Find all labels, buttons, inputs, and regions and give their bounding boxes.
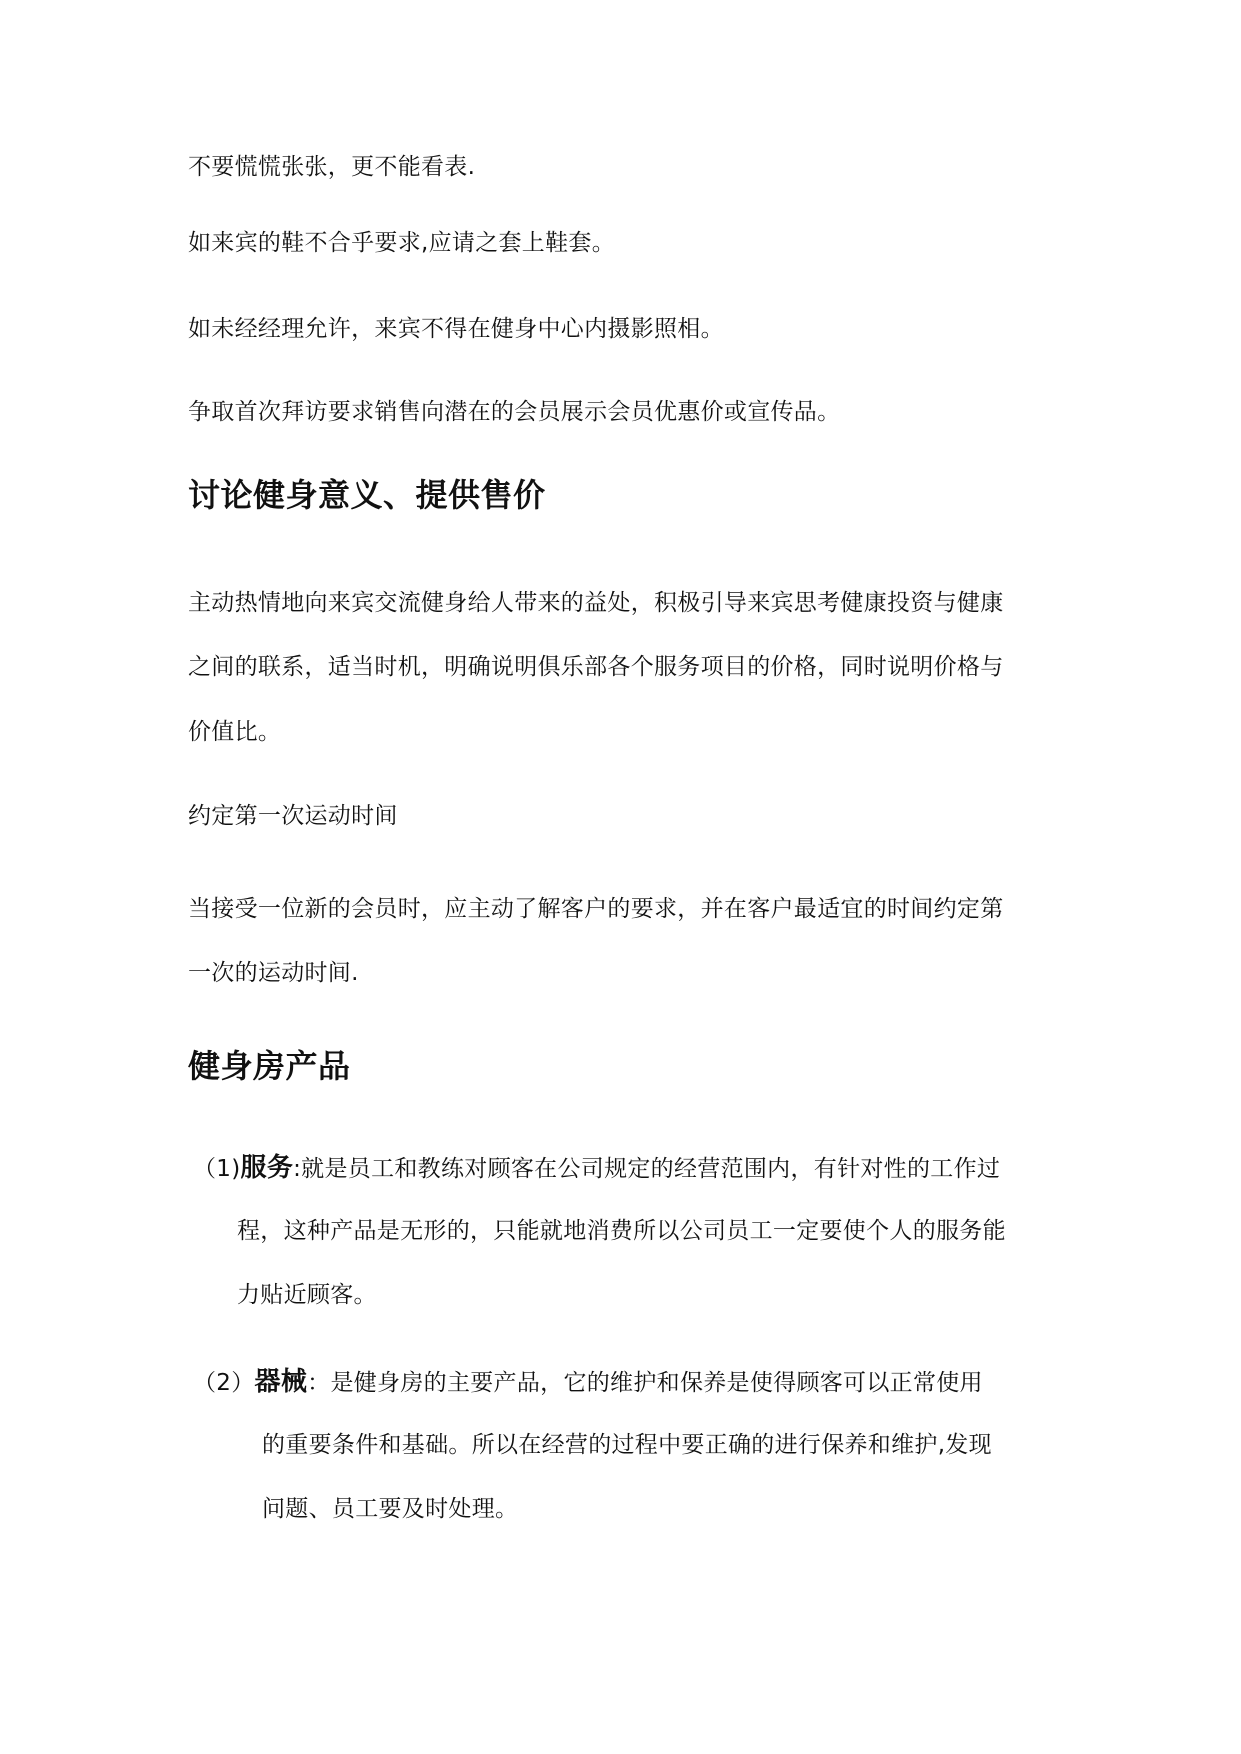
paragraph: 如未经经理允许，来宾不得在健身中心内摄影照相。 — [188, 316, 724, 342]
list-item-marker: （1) — [193, 1156, 241, 1182]
list-item-term: 服务 — [240, 1153, 294, 1183]
list-item-first-line — [193, 1366, 983, 1399]
list-item-line: 力贴近顾客。 — [237, 1282, 377, 1308]
list-item-marker: （2） — [193, 1370, 255, 1396]
list-item-first-line — [193, 1152, 1000, 1185]
section-heading: 讨论健身意义、提供售价 — [188, 476, 546, 514]
paragraph: 争取首次拜访要求销售向潜在的会员展示会员优惠价或宣传品。 — [188, 399, 841, 425]
paragraph-line: 一次的运动时间. — [188, 960, 359, 986]
list-item-line: 程，这种产品是无形的，只能就地消费所以公司员工一定要使个人的服务能 — [237, 1218, 1006, 1244]
list-item-line: 的重要条件和基础。所以在经营的过程中要正确的进行保养和维护,发现 — [262, 1432, 992, 1458]
paragraph-line: 主动热情地向来宾交流健身给人带来的益处，积极引导来宾思考健康投资与健康 — [188, 590, 1004, 616]
paragraph-line: 价值比。 — [188, 719, 282, 745]
paragraph-line: 之间的联系，适当时机，明确说明俱乐部各个服务项目的价格，同时说明价格与 — [188, 654, 1004, 680]
paragraph: 不要慌慌张张，更不能看表. — [188, 154, 476, 180]
list-item-term: 器械 — [254, 1367, 308, 1397]
paragraph: 如来宾的鞋不合乎要求,应请之套上鞋套。 — [188, 230, 616, 256]
list-item-line: 问题、员工要及时处理。 — [262, 1496, 519, 1522]
paragraph-line: 当接受一位新的会员时，应主动了解客户的要求，并在客户最适宜的时间约定第 — [188, 896, 1004, 922]
list-item-text: :就是员工和教练对顾客在公司规定的经营范围内，有针对性的工作过 — [293, 1156, 1001, 1182]
subheading: 约定第一次运动时间 — [188, 803, 398, 829]
section-heading: 健身房产品 — [188, 1047, 351, 1085]
list-item-text: ：是健身房的主要产品，它的维护和保养是使得顾客可以正常使用 — [307, 1370, 983, 1396]
